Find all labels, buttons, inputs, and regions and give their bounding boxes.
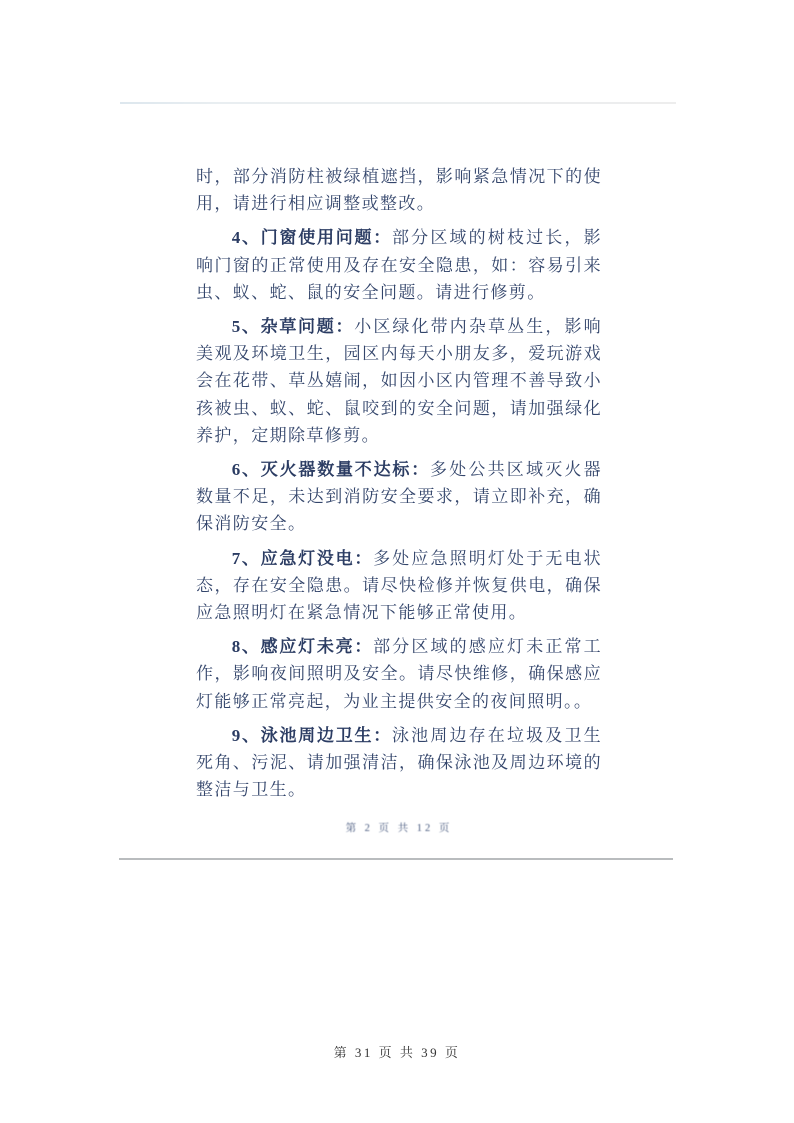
- item-label: 8、感应灯未亮：: [231, 637, 374, 657]
- item-text: 多处应急照明灯处于无电状态，存在安全隐患。请尽快检修并恢复供电，确保应急照明灯在紧急情况下能够正常使用。: [196, 548, 602, 623]
- item-label: 5、杂草问题：: [231, 317, 355, 337]
- paragraph-continuation: [196, 163, 602, 217]
- item-text: 部分区域的树枝过长，影响门窗的正常使用及存在安全隐患，如：容易引来虫、蚁、蛇、鼠的安全问题。请进行修剪。: [196, 228, 602, 302]
- paragraph-item-4: [196, 224, 602, 306]
- item-text: 泳池周边存在垃圾及卫生死角、污泥、请加强清洁，确保泳池及周边环境的整洁与卫生。: [196, 725, 602, 800]
- paragraph-item-8: [196, 633, 602, 715]
- item-label: 4、门窗使用问题：: [231, 228, 393, 248]
- scan-page-number: 第 2 页 共 12 页: [345, 823, 453, 834]
- paragraph-text: 时，部分消防柱被绿植遮挡，影响紧急情况下的使用，请进行相应调整或整改。: [196, 167, 602, 214]
- paragraph-item-7: [196, 545, 602, 627]
- item-text: 小区绿化带内杂草丛生，影响美观及环境卫生，园区内每天小朋友多，爱玩游戏会在花带、草丛嬉闹，如因小区内管理不善导致小孩被虫、蚁、蛇、鼠咬到的安全问题，请加强绿化养护，定期除草修剪。: [196, 317, 602, 445]
- paragraph-item-9: [196, 722, 602, 804]
- item-label: 7、应急灯没电：: [231, 548, 374, 568]
- item-label: 9、泳池周边卫生：: [231, 725, 393, 745]
- paragraph-item-6: [196, 456, 602, 538]
- top-divider-line: [120, 102, 676, 104]
- paragraph-item-5: [196, 313, 602, 449]
- item-label: 6、灭火器数量不达标：: [231, 460, 430, 480]
- bottom-divider-line: [119, 858, 673, 860]
- item-text: 多处公共区域灭火器数量不足，未达到消防安全要求，请立即补充，确保消防安全。: [196, 460, 603, 534]
- item-text: 部分区域的感应灯未正常工作，影响夜间照明及安全。请尽快维修，确保感应灯能够正常亮起，为业主提供安全的夜间照明。。: [196, 637, 602, 711]
- doc-page-number: 第 31 页 共 39 页: [333, 1045, 461, 1060]
- scanned-text-region: [196, 163, 602, 803]
